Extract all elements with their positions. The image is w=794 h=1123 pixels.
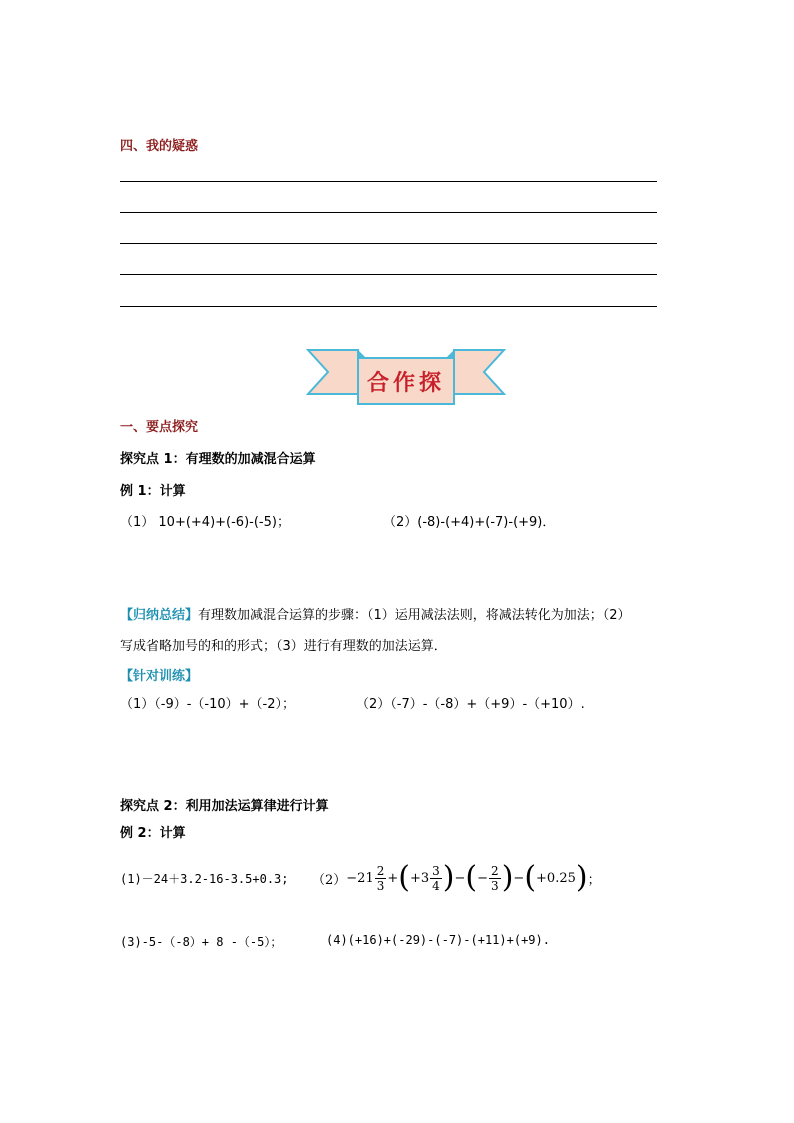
denominator: 3 [376,878,385,893]
denominator: 4 [432,878,440,893]
point1-title: 探究点 1：有理数的加减混合运算 [120,452,316,467]
numerator: 2 [491,863,499,878]
example2-label: 例 2：计算 [120,826,186,841]
paren-close: ) [442,860,455,895]
example2-problem-2 [312,855,601,901]
paren-open: ( [524,860,537,895]
example2-problem-3: (3)-5-（-8）+ 8 -（-5）； [120,935,283,949]
term1-whole: −21 [346,870,374,886]
paren-close: ) [575,860,588,895]
writing-line [120,181,657,182]
training-tag: 【针对训练】 [120,669,199,684]
operator: + [387,870,399,886]
writing-line [120,274,657,275]
paren-open: ( [465,860,478,895]
summary-text-1: 有理数加减混合运算的步骤：（1）运用减法法则，将减法转化为加法；（2） [198,608,631,623]
example1-problem-2: （2）(-8)-(+4)+(-7)-(+9)． [383,515,556,530]
terminator: ； [587,872,601,888]
paren-open: ( [398,860,410,895]
numerator: 3 [432,863,440,878]
writing-line [120,306,657,307]
fraction [489,865,501,892]
problem2-label: （2） [312,872,347,888]
example2-problem-1: (1)－24＋3.2-16-3.5+0.3; [120,872,289,886]
summary-tag: 【归纳总结】 [120,608,199,623]
summary-line-2: 写成省略加号的和的形式；（3）进行有理数的加法运算． [120,639,447,654]
banner-title: 合作探 [366,371,445,396]
banner-ribbon [306,346,506,406]
numerator: 2 [376,863,385,878]
fraction [430,865,442,892]
fraction [375,865,387,892]
term2-whole: +3 [409,870,430,886]
section-heading-key-points: 一、要点探究 [120,420,199,435]
operator: − [513,870,525,886]
writing-line [120,243,657,244]
training-problem-2: （2）（-7）-（-8）+（+9）-（+10）. [356,697,585,712]
point2-title: 探究点 2：利用加法运算律进行计算 [120,799,329,814]
paren-close: ) [501,860,514,895]
section-heading-doubts: 四、我的疑惑 [120,139,199,154]
example2-problem-4: (4)(+16)+(-29)-(-7)-(+11)+(+9). [326,933,550,947]
writing-line [120,212,657,213]
example1-label: 例 1：计算 [120,484,186,499]
term3-sign: − [477,870,489,886]
summary-line-1 [120,604,631,623]
training-problem-1: （1）（-9）-（-10）+（-2）； [120,697,296,712]
example1-problem-1: （1） 10+(+4)+(-6)-(-5)； [120,515,290,530]
operator: − [454,870,466,886]
term4: +0.25 [536,870,576,886]
denominator: 3 [491,878,499,893]
